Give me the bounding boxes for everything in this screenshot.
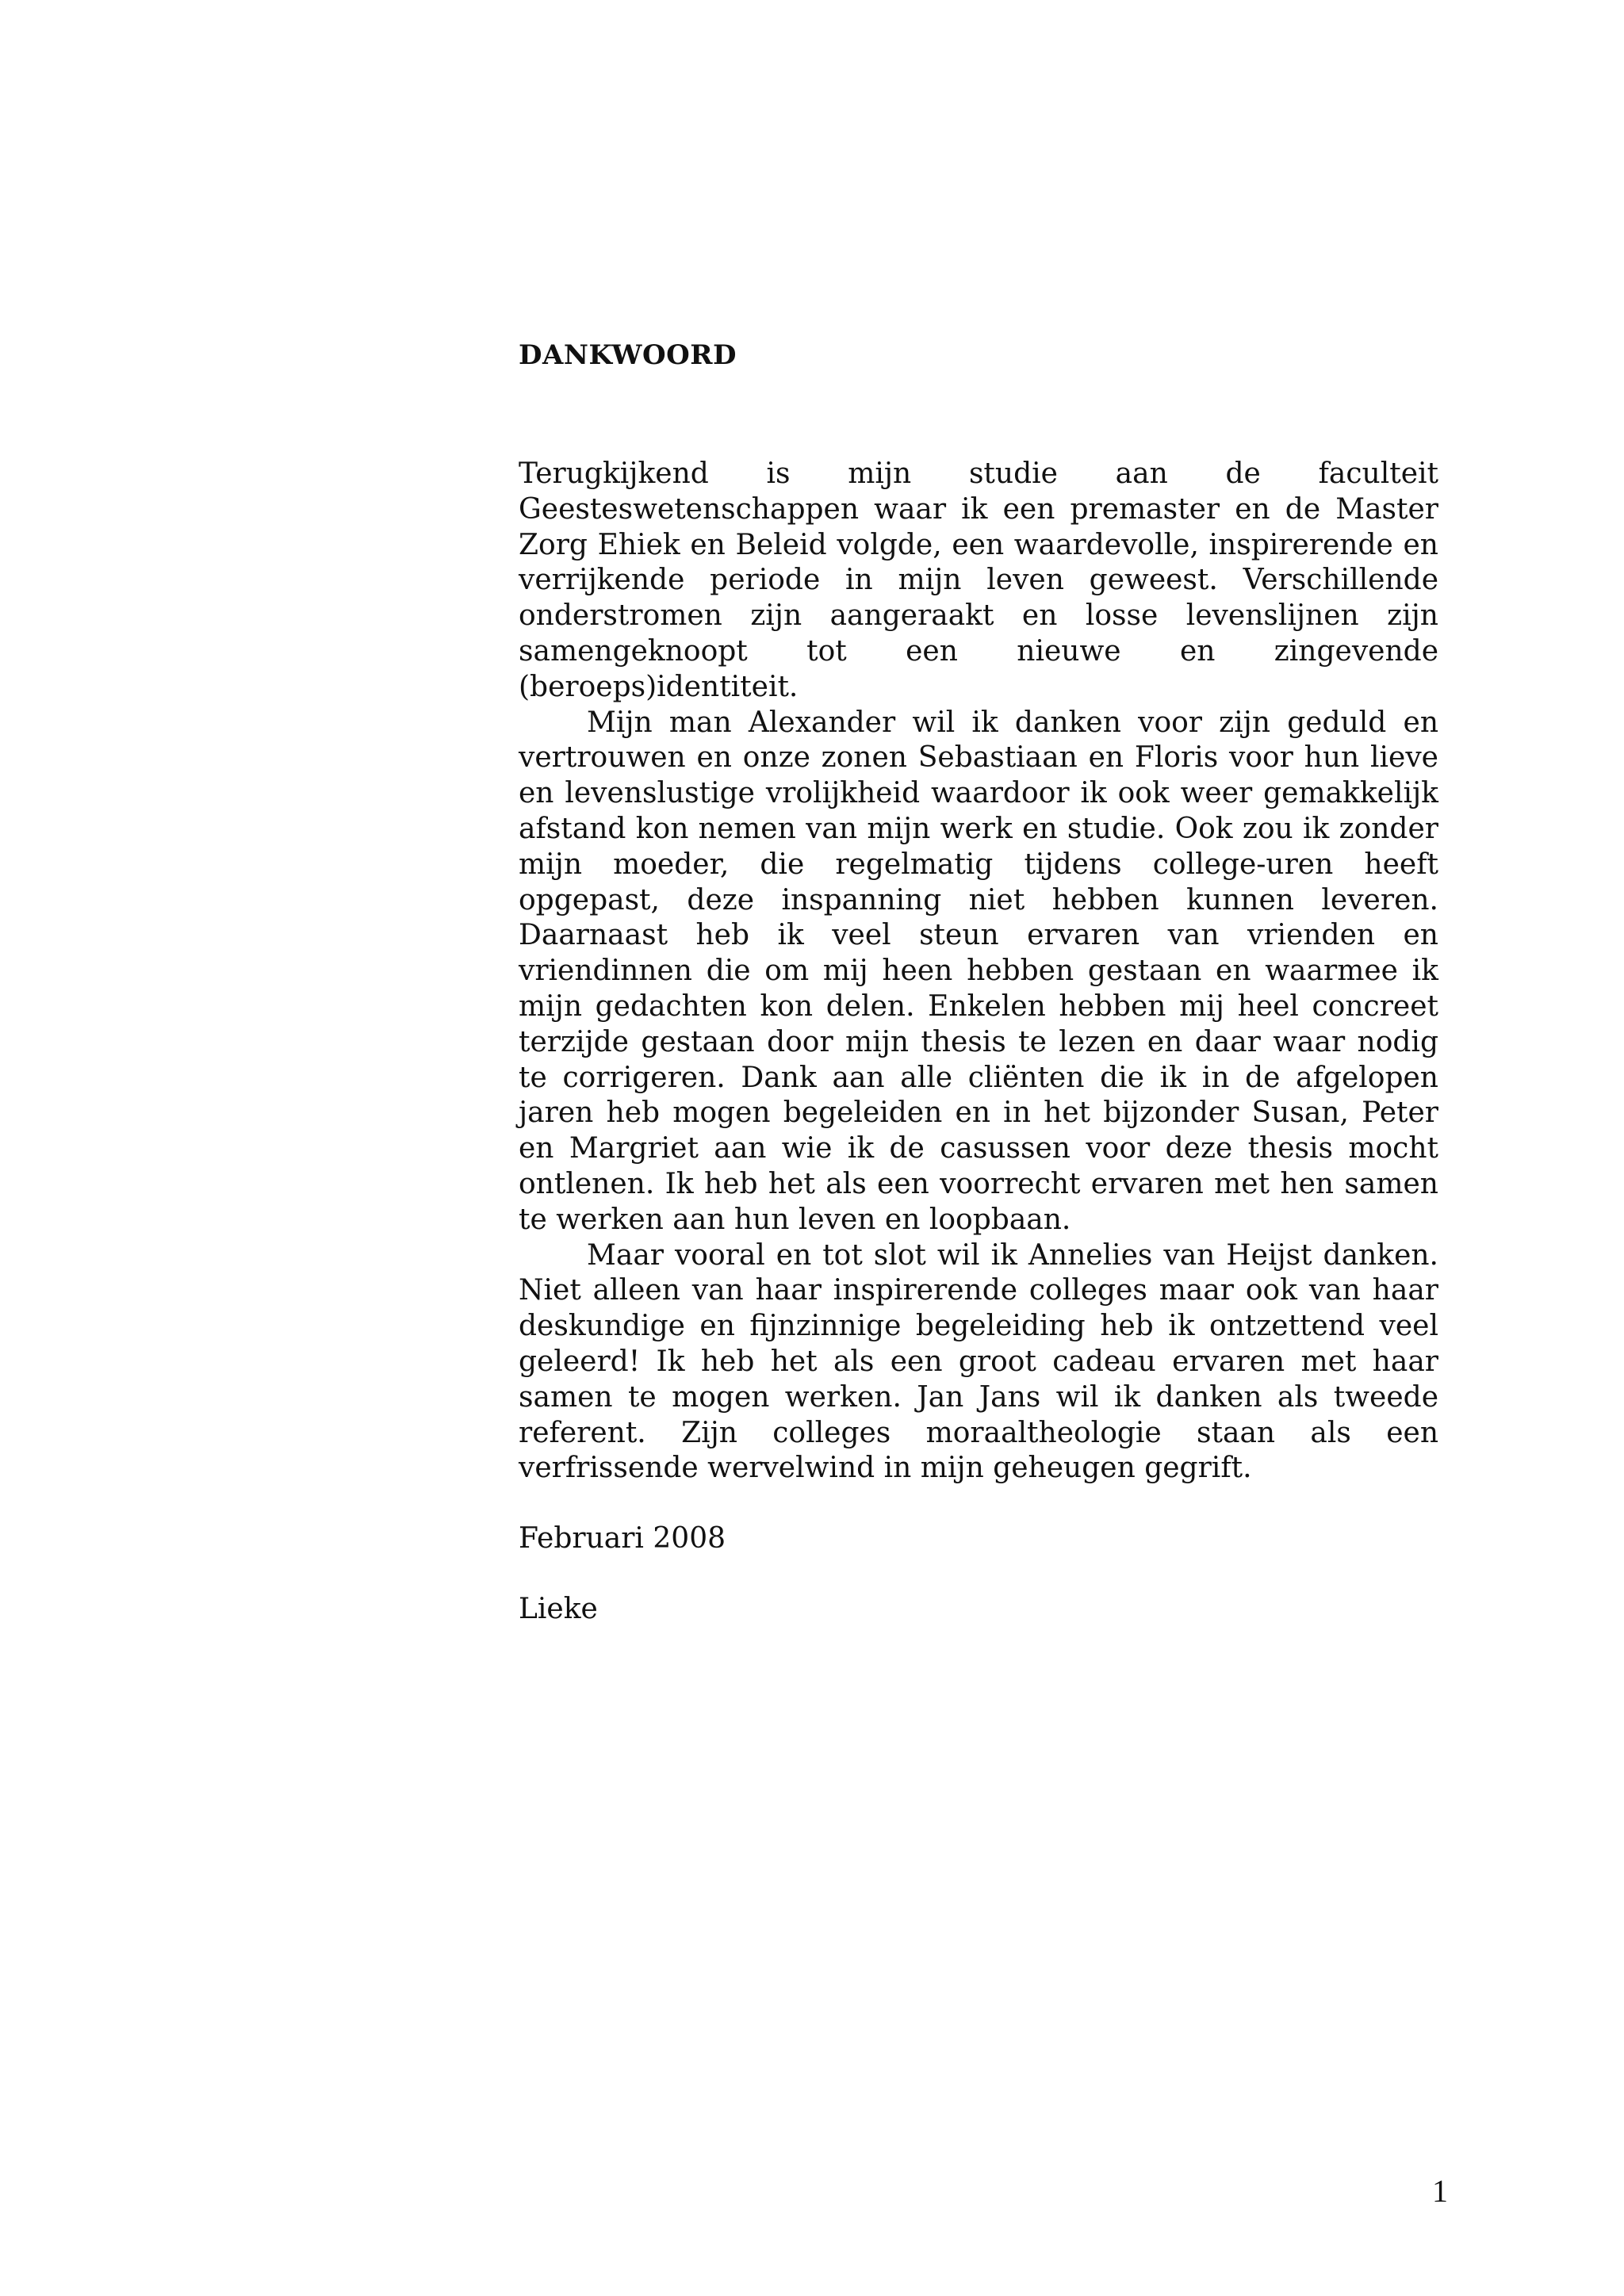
paragraph-family-thanks: Mijn man Alexander wil ik danken voor zijn geduld en vertrouwen en onze zonen Sebastiaan en Floris voor hun lieve en levenslustige vrolijkheid waardoor ik ook weer gemakkelijk afstand kon nemen van mijn werk en studie. Ook zou ik zonder mijn moeder, die regelmatig tijdens college-uren heeft opgepast, deze inspanning niet hebben kunnen leveren. Daarnaast heb ik veel steun ervaren van vrienden en vriendinnen die om mij heen hebben gestaan en waarmee ik mijn gedachten kon delen. Enkelen hebben mij heel concreet terzijde gestaan door mijn thesis te lezen en daar waar nodig te corrigeren. Dank aan alle cliënten die ik in de afgelopen jaren heb mogen begeleiden en in het bijzonder Susan, Peter en Margriet aan wie ik de casussen voor deze thesis mocht ontlenen. Ik heb het als een voorrecht ervaren met hen samen te werken aan hun leven en loopbaan.	[519, 706, 1438, 1236]
paragraph-intro: Terugkijkend is mijn studie aan de faculteit Geesteswetenschappen waar ik een premaster en de Master Zorg Ehiek en Beleid volgde, een waardevolle, inspirerende en verrijkende periode in mijn leven geweest. Verschillende onderstromen zijn aangeraakt en losse levenslijnen zijn samengeknoopt tot een nieuwe en zingevende (beroeps)identiteit.	[519, 457, 1438, 703]
signature-name: Lieke	[519, 1592, 598, 1625]
page-title: DANKWOORD	[519, 339, 737, 371]
document-body	[519, 457, 1438, 1487]
page-number: 1	[1432, 2173, 1448, 2209]
document-content	[519, 333, 1438, 1628]
date-line: Februari 2008	[519, 1522, 726, 1556]
paragraph-supervisor-thanks: Maar vooral en tot slot wil ik Annelies van Heijst danken. Niet alleen van haar inspirerende colleges maar ook van haar deskundige en fijnzinnige begeleiding heb ik ontzettend veel geleerd! Ik heb het als een groot cadeau ervaren met haar samen te mogen werken. Jan Jans wil ik danken als tweede referent. Zijn colleges moraaltheologie staan als een verfrissende wervelwind in mijn geheugen gegrift.	[519, 1238, 1438, 1485]
